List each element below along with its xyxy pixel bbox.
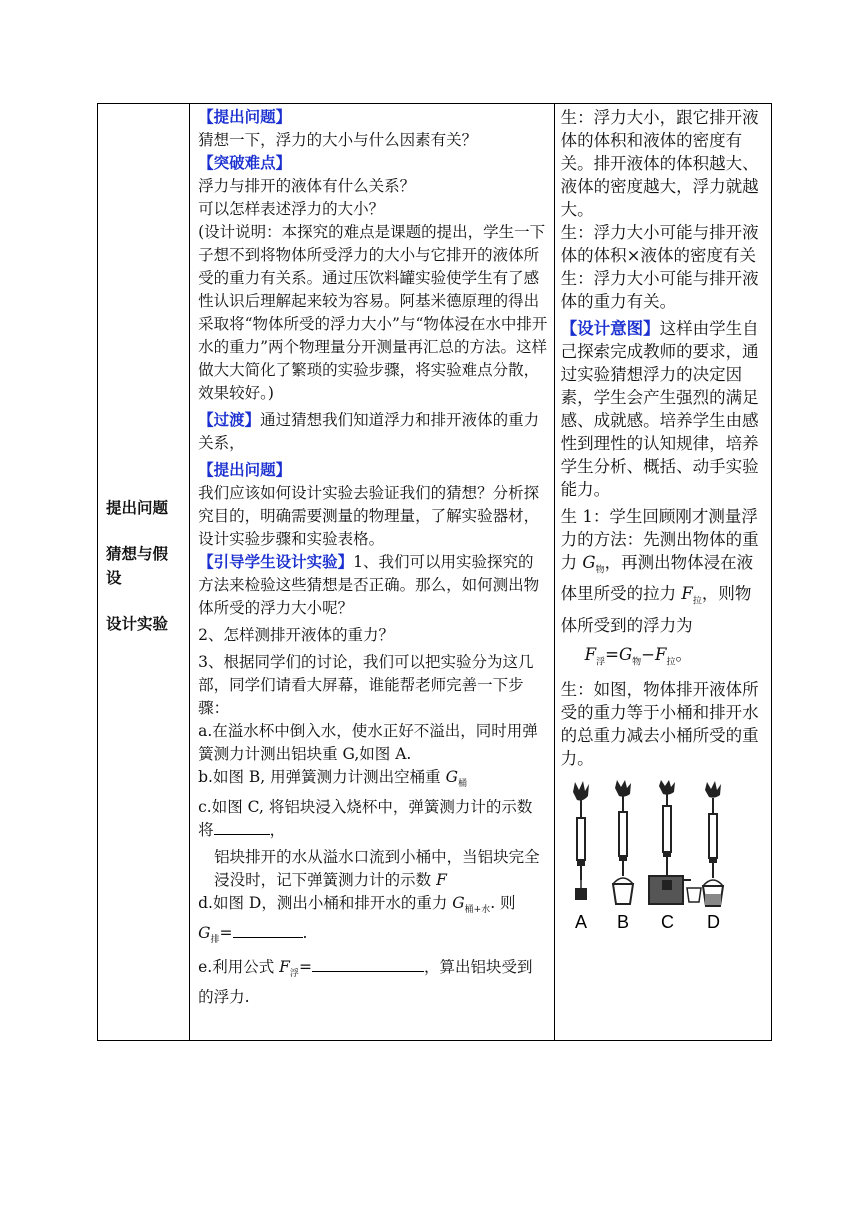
student-answer-4: 生 1：学生回顾刚才测量浮力的方法：先测出物体的重力 $G_物$，再测出物体浸在液体里所受的拉力 $F_拉$，则物体所受到的浮力为 bbox=[560, 507, 759, 635]
aluminum-block bbox=[575, 888, 587, 900]
step-a: a.在溢水杯中倒入水，使水正好不溢出，同时用弹簧测力计测出铝块重 G,如图 A. bbox=[198, 722, 538, 763]
question-guess: 猜想一下，浮力的大小与什么因素有关？ bbox=[198, 131, 478, 149]
answer-blank[interactable] bbox=[214, 822, 270, 835]
tag-transition: 【过渡】 bbox=[198, 411, 261, 429]
student-answer-1: 生：浮力大小，跟它排开液体的体积和液体的密度有关。排开液体的体积越大、液体的密度越大，浮力就越大。 bbox=[560, 108, 759, 219]
design-intent-text: 这样由学生自己探索完成教师的要求，通过实验猜想浮力的决定因素，学生会产生强烈的满足感、成就感。培养学生由感性到理性的认知规律，培养学生分析、概括、动手实验能力。 bbox=[560, 319, 759, 499]
stage-design-experiment: 设计实验 bbox=[106, 615, 169, 633]
tag-raise-question-2: 【提出问题】 bbox=[198, 461, 292, 479]
student-answer-2: 生：浮力大小可能与排开液体的体积×液体的密度有关 bbox=[560, 223, 759, 265]
guide-step-3: 3、根据同学们的讨论，我们可以把实验分为这几部，同学们请看大屏幕，谁能帮老师完善一下步骤： bbox=[198, 653, 534, 717]
collect-bucket bbox=[687, 888, 701, 902]
lesson-table bbox=[97, 103, 772, 1041]
hand-icon bbox=[615, 780, 631, 797]
figure-label-b: B bbox=[616, 911, 629, 932]
hand-icon bbox=[573, 781, 589, 801]
figure-label-c: C bbox=[660, 911, 674, 932]
hand-icon bbox=[705, 781, 721, 798]
stage-hypothesis: 猜想与假设 bbox=[106, 545, 169, 587]
answer-blank[interactable] bbox=[233, 925, 303, 938]
transition-text: 通过猜想我们知道浮力和排开液体的重力关系， bbox=[198, 411, 540, 452]
aluminum-block bbox=[662, 880, 672, 890]
teacher-activity-column bbox=[190, 104, 555, 1041]
student-answer-3: 生：浮力大小可能与排开液体的重力有关。 bbox=[560, 269, 759, 311]
empty-bucket bbox=[613, 884, 633, 904]
stage-raise-question: 提出问题 bbox=[106, 499, 169, 517]
design-note: (设计说明：本探究的难点是课题的提出，学生一下子想不到将物体所受浮力的大小与它排开的液体所受的重力有关系。通过压饮料罐实验使学生有了感性认识后理解起来较为容易。阿基米德原理的得出采取将“物体所受的浮力大小”与“物体浸在水中排开水的重力”两个物理量分开测量再汇总的方法。这样做大大简化了繁琐的实验步骤，将实验难点分散，效果较好。) bbox=[198, 223, 548, 402]
experiment-figure bbox=[565, 780, 767, 946]
figure-label-d: D bbox=[706, 911, 720, 932]
tag-break-difficulty: 【突破难点】 bbox=[198, 154, 292, 172]
answer-blank[interactable] bbox=[312, 959, 424, 972]
step-d: d.如图 D，测出小桶和排开水的重力 $G_{桶+水}$. 则 bbox=[198, 894, 516, 916]
step-b: b.如图 B, 用弹簧测力计测出空桶重 $G_桶$ bbox=[198, 768, 467, 790]
spring-scale-illustration bbox=[565, 780, 745, 940]
step-e: e.利用公式 $F_浮=$ ，算出铝块受到的浮力. bbox=[198, 958, 533, 1007]
step-d-result: $G_排=$ . bbox=[198, 924, 308, 946]
tag-guide-design: 【引导学生设计实验】 bbox=[198, 553, 354, 571]
guide-step-2: 2、怎样测排开液体的重力？ bbox=[198, 626, 394, 644]
stage-column bbox=[98, 104, 190, 1041]
buoyancy-formula: $F_浮=G_物-F_拉$。 bbox=[584, 644, 692, 667]
tag-raise-question: 【提出问题】 bbox=[198, 108, 292, 126]
spring-scale-b bbox=[619, 796, 627, 876]
tag-design-intent: 【设计意图】 bbox=[560, 319, 660, 338]
spring-scale-a bbox=[577, 800, 585, 880]
step-c: c.如图 C, 将铝块浸入烧杯中，弹簧测力计的示数将 ， bbox=[198, 798, 533, 840]
spring-scale-d bbox=[709, 798, 717, 878]
question-express: 可以怎样表述浮力的大小？ bbox=[198, 200, 385, 218]
step-c-continued: 铝块排开的水从溢水口流到小桶中，当铝块完全浸没时，记下弹簧测力计的示数 F bbox=[214, 848, 540, 890]
question-relation: 浮力与排开的液体有什么关系？ bbox=[198, 177, 416, 195]
guide-step-1: 1、我们可以用实验探究的方法来检验这些猜想是否正确。那么，如何测出物体所受的浮力大小呢？ bbox=[198, 553, 540, 617]
hand-icon bbox=[659, 780, 675, 795]
spring-scale-c bbox=[663, 794, 671, 878]
student-activity-column bbox=[554, 104, 771, 1041]
student-answer-5: 生：如图，物体排开液体所受的重力等于小桶和排开水的总重力减去小桶所受的重力。 bbox=[560, 679, 759, 768]
question-verify: 我们应该如何设计实验去验证我们的猜想？分析探究目的，明确需要测量的物理量，了解实验器材，设计实验步骤和实验表格。 bbox=[198, 484, 540, 548]
figure-label-a: A bbox=[574, 911, 587, 932]
